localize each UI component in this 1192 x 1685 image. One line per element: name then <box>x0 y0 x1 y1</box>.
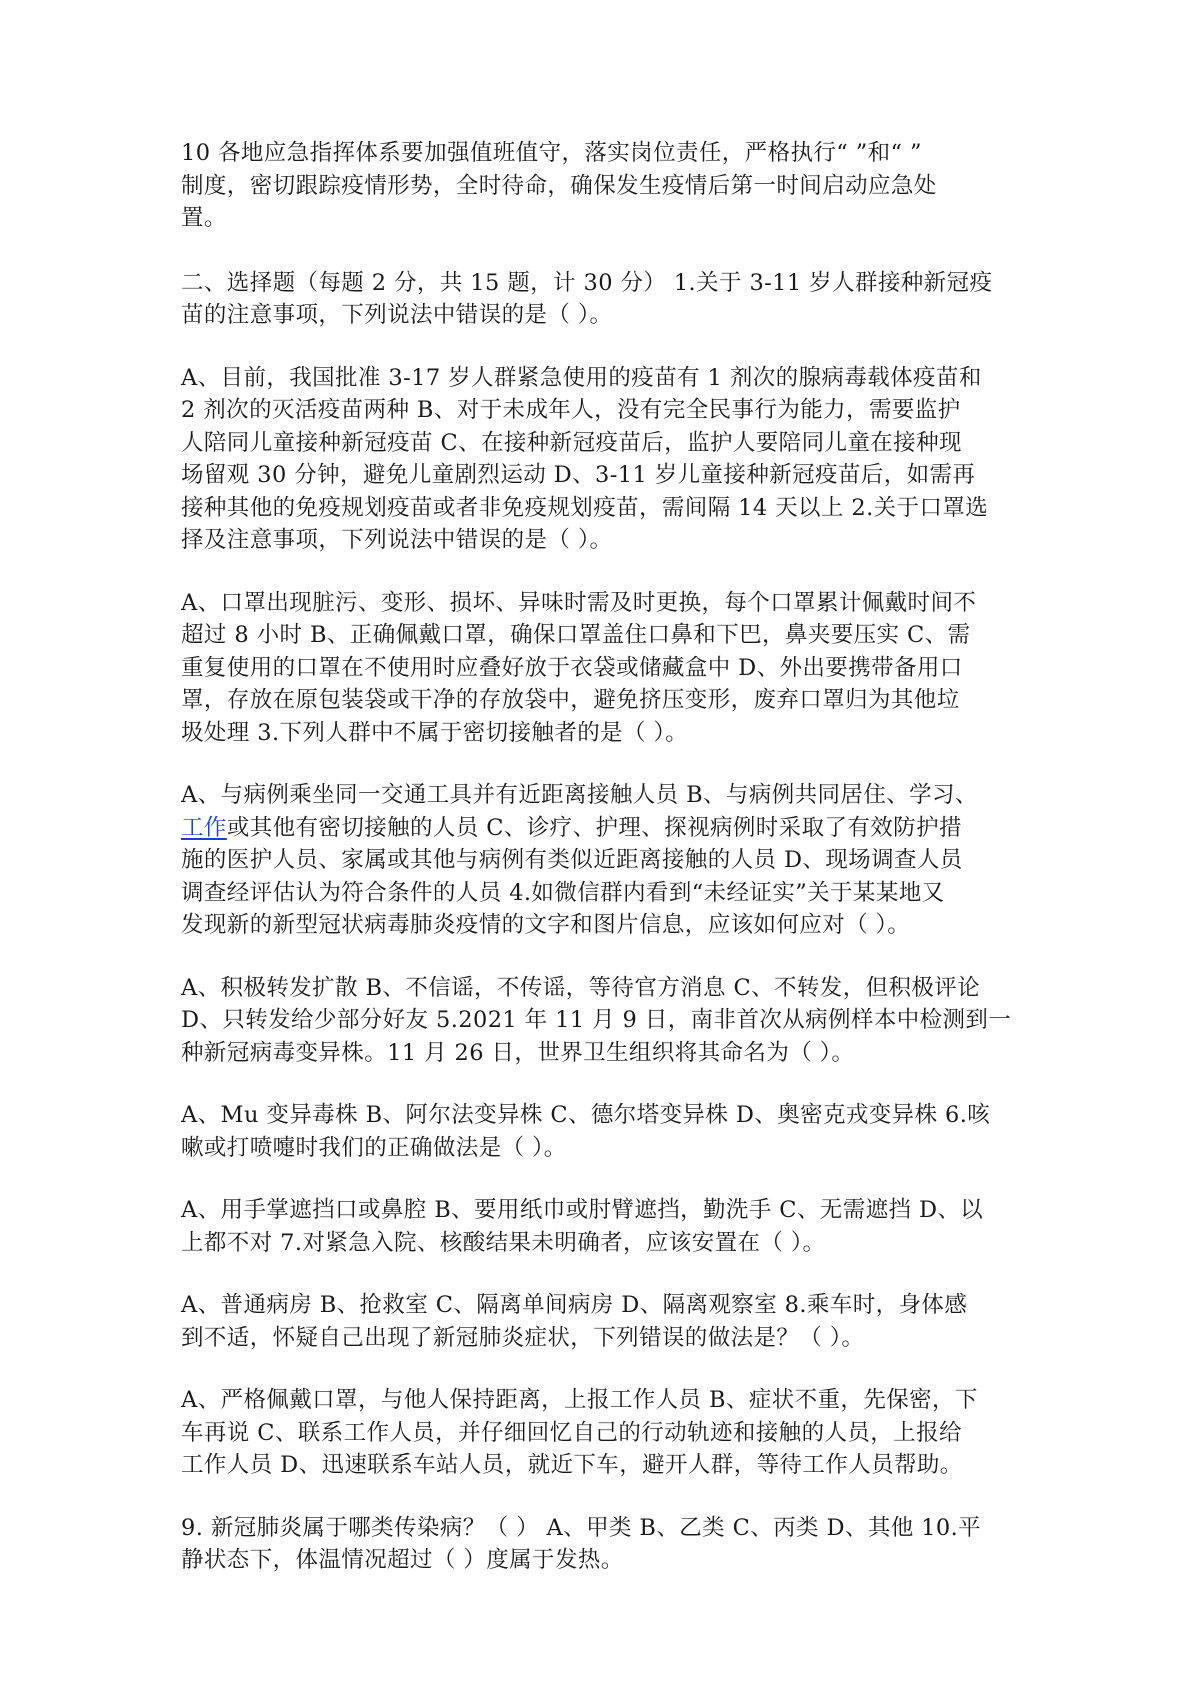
text-line: 罩，存放在原包装袋或干净的存放袋中，避免挤压变形，废弃口罩归为其他垃 <box>181 687 960 713</box>
text-line: A、目前，我国批准 3-17 岁人群紧急使用的疫苗有 1 剂次的腺病毒载体疫苗和 <box>181 364 982 391</box>
question-5-options <box>181 1099 1026 1164</box>
question-3-options <box>181 779 1026 942</box>
text-line: A、与病例乘坐同一交通工具并有近距离接触人员 B、与病例共同居住、学习、 <box>181 782 978 808</box>
text-line: 场留观 30 分钟，避免儿童剧烈运动 D、3-11 岁儿童接种新冠疫苗后，如需再 <box>181 462 976 488</box>
paragraph-fill-blank-10 <box>181 137 1026 235</box>
text-line: 苗的注意事项，下列说法中错误的是（ ）。 <box>181 302 613 328</box>
text-line: 调查经评估认为符合条件的人员 4.如微信群内看到“未经证实”关于某某地又 <box>181 879 945 906</box>
text-line: A、严格佩戴口罩，与他人保持距离，上报工作人员 B、症状不重，先保密，下 <box>181 1387 978 1413</box>
text-line: A、积极转发扩散 B、不信谣，不传谣，等待官方消息 C、不转发，但积极评论 <box>181 974 981 1001</box>
text-line: D、只转发给少部分好友 5.2021 年 11 月 9 日，南非首次从病例样本中检测到一 <box>181 1007 1012 1033</box>
question-8-options <box>181 1384 1026 1482</box>
text-line: A、口罩出现脏污、变形、损坏、异味时需及时更换，每个口罩累计佩戴时间不 <box>181 589 977 616</box>
text-line: 到不适，怀疑自己出现了新冠肺炎症状，下列错误的做法是？（ ）。 <box>181 1324 865 1351</box>
question-4-options <box>181 972 1026 1070</box>
text-line: 嗽或打喷嚏时我们的正确做法是（ ）。 <box>181 1134 567 1161</box>
document-page <box>181 137 1026 1608</box>
text-line: 圾处理 3.下列人群中不属于密切接触者的是（ ）。 <box>181 719 689 746</box>
text-line: 置。 <box>181 205 227 231</box>
text-line: A、Mu 变异毒株 B、阿尔法变异株 C、德尔塔变异株 D、奥密克戎变异株 6.咳 <box>181 1102 991 1128</box>
text-line: 二、选择题（每题 2 分，共 15 题，计 30 分） 1.关于 3-11 岁人群接种新冠疫 <box>181 269 993 296</box>
text-line: 工作人员 D、迅速联系车站人员，就近下车，避开人群，等待工作人员帮助。 <box>181 1452 963 1478</box>
text-line: 种新冠病毒变异株。11 月 26 日，世界卫生组织将其命名为（ ）。 <box>181 1039 855 1066</box>
text-line: 制度，密切跟踪疫情形势，全时待命，确保发生疫情后第一时间启动应急处 <box>181 172 937 199</box>
text-line: 施的医护人员、家属或其他与病例有类似近距离接触的人员 D、现场调查人员 <box>181 847 963 873</box>
work-link[interactable]: 工作 <box>181 814 227 841</box>
section-heading-choice-questions <box>181 267 1026 332</box>
question-1-options <box>181 362 1026 557</box>
text-line: 人陪同儿童接种新冠疫苗 C、在接种新冠疫苗后，监护人要陪同儿童在接种现 <box>181 429 962 456</box>
text-span: 或其他有密切接触的人员 C、诊疗、护理、探视病例时采取了有效防护措 <box>226 814 962 841</box>
question-7-options <box>181 1289 1026 1354</box>
text-line: 车再说 C、联系工作人员，并仔细回忆自己的行动轨迹和接触的人员，上报给 <box>181 1419 962 1446</box>
question-6-options <box>181 1194 1026 1259</box>
text-line: 接种其他的免疫规划疫苗或者非免疫规划疫苗，需间隔 14 天以上 2.关于口罩选 <box>181 494 989 521</box>
text-line: 发现新的新型冠状病毒肺炎疫情的文字和图片信息，应该如何应对（ ）。 <box>181 912 911 938</box>
text-line: A、用手掌遮挡口或鼻腔 B、要用纸巾或肘臂遮挡，勤洗手 C、无需遮挡 D、以 <box>181 1197 984 1223</box>
text-line: 静状态下，体温情况超过（ ）度属于发热。 <box>181 1547 624 1573</box>
text-line: 择及注意事项，下列说法中错误的是（ ）。 <box>181 527 613 553</box>
text-line-with-link <box>181 812 1026 845</box>
question-9-10 <box>181 1512 1026 1577</box>
text-line: 超过 8 小时 B、正确佩戴口罩，确保口罩盖住口鼻和下巴，鼻夹要压实 C、需 <box>181 622 971 648</box>
text-line: 上都不对 7.对紧急入院、核酸结果未明确者，应该安置在（ ）。 <box>181 1229 826 1256</box>
text-line: 10 各地应急指挥体系要加强值班值守，落实岗位责任，严格执行“ ”和“ ” <box>181 140 922 166</box>
text-line: 重复使用的口罩在不使用时应叠好放于衣袋或储藏盒中 D、外出要携带备用口 <box>181 654 963 681</box>
text-line: 9. 新冠肺炎属于哪类传染病？（ ） A、甲类 B、乙类 C、丙类 D、其他 10.平 <box>181 1514 982 1541</box>
text-line: 2 剂次的灭活疫苗两种 B、对于未成年人，没有完全民事行为能力，需要监护 <box>181 397 961 423</box>
text-line: A、普通病房 B、抢救室 C、隔离单间病房 D、隔离观察室 8.乘车时，身体感 <box>181 1292 968 1318</box>
question-2-options <box>181 587 1026 750</box>
